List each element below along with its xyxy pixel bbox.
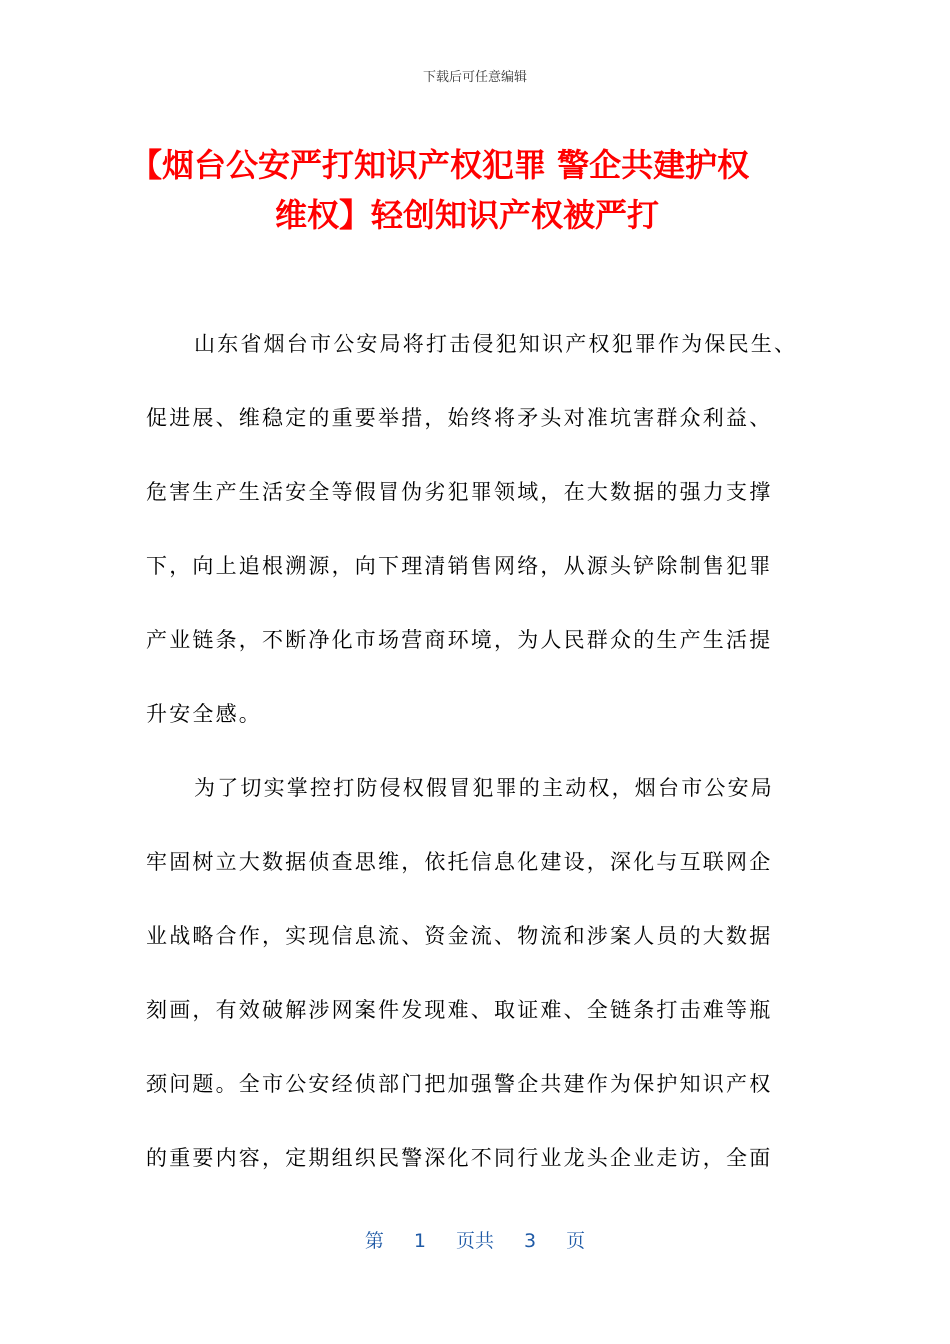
footer-page-mid: 页共 (455, 1230, 494, 1252)
document-body (146, 322, 806, 1210)
paragraph-line: 升安全感。 (146, 702, 262, 726)
page-footer (0, 1226, 950, 1253)
footer-page-suffix: 页 (566, 1230, 586, 1252)
paragraph-line: 产业链条，不断净化市场营商环境，为人民群众的生产生活提 (146, 628, 773, 652)
paragraph-line: 业战略合作，实现信息流、资金流、物流和涉案人员的大数据 (146, 924, 773, 948)
paragraph-2 (146, 766, 806, 1210)
footer-page-total: 3 (524, 1230, 537, 1252)
paragraph-line: 牢固树立大数据侦查思维，依托信息化建设，深化与互联网企 (146, 850, 773, 874)
paragraph-1 (146, 322, 806, 766)
paragraph-line: 山东省烟台市公安局将打击侵犯知识产权犯罪作为保民生、 (194, 332, 798, 356)
footer-page-number: 1 (413, 1230, 426, 1252)
title-line-1: 【烟台公安严打知识产权犯罪 警企共建护权 (130, 146, 750, 184)
paragraph-line: 下，向上追根溯源，向下理清销售网络，从源头铲除制售犯罪 (146, 554, 773, 578)
paragraph-line: 颈问题。全市公安经侦部门把加强警企共建作为保护知识产权 (146, 1072, 773, 1096)
header-note: 下载后可任意编辑 (422, 70, 527, 85)
paragraph-line: 的重要内容，定期组织民警深化不同行业龙头企业走访，全面 (146, 1146, 773, 1170)
title-line-2: 维权】轻创知识产权被严打 (275, 196, 660, 234)
paragraph-line: 刻画，有效破解涉网案件发现难、取证难、全链条打击难等瓶 (146, 998, 773, 1022)
paragraph-line: 促进展、维稳定的重要举措，始终将矛头对准坑害群众利益、 (146, 406, 773, 430)
footer-page-prefix: 第 (364, 1230, 384, 1252)
paragraph-line: 为了切实掌控打防侵权假冒犯罪的主动权，烟台市公安局 (194, 776, 774, 800)
paragraph-line: 危害生产生活安全等假冒伪劣犯罪领域，在大数据的强力支撑 (146, 480, 773, 504)
document-title (130, 140, 810, 240)
